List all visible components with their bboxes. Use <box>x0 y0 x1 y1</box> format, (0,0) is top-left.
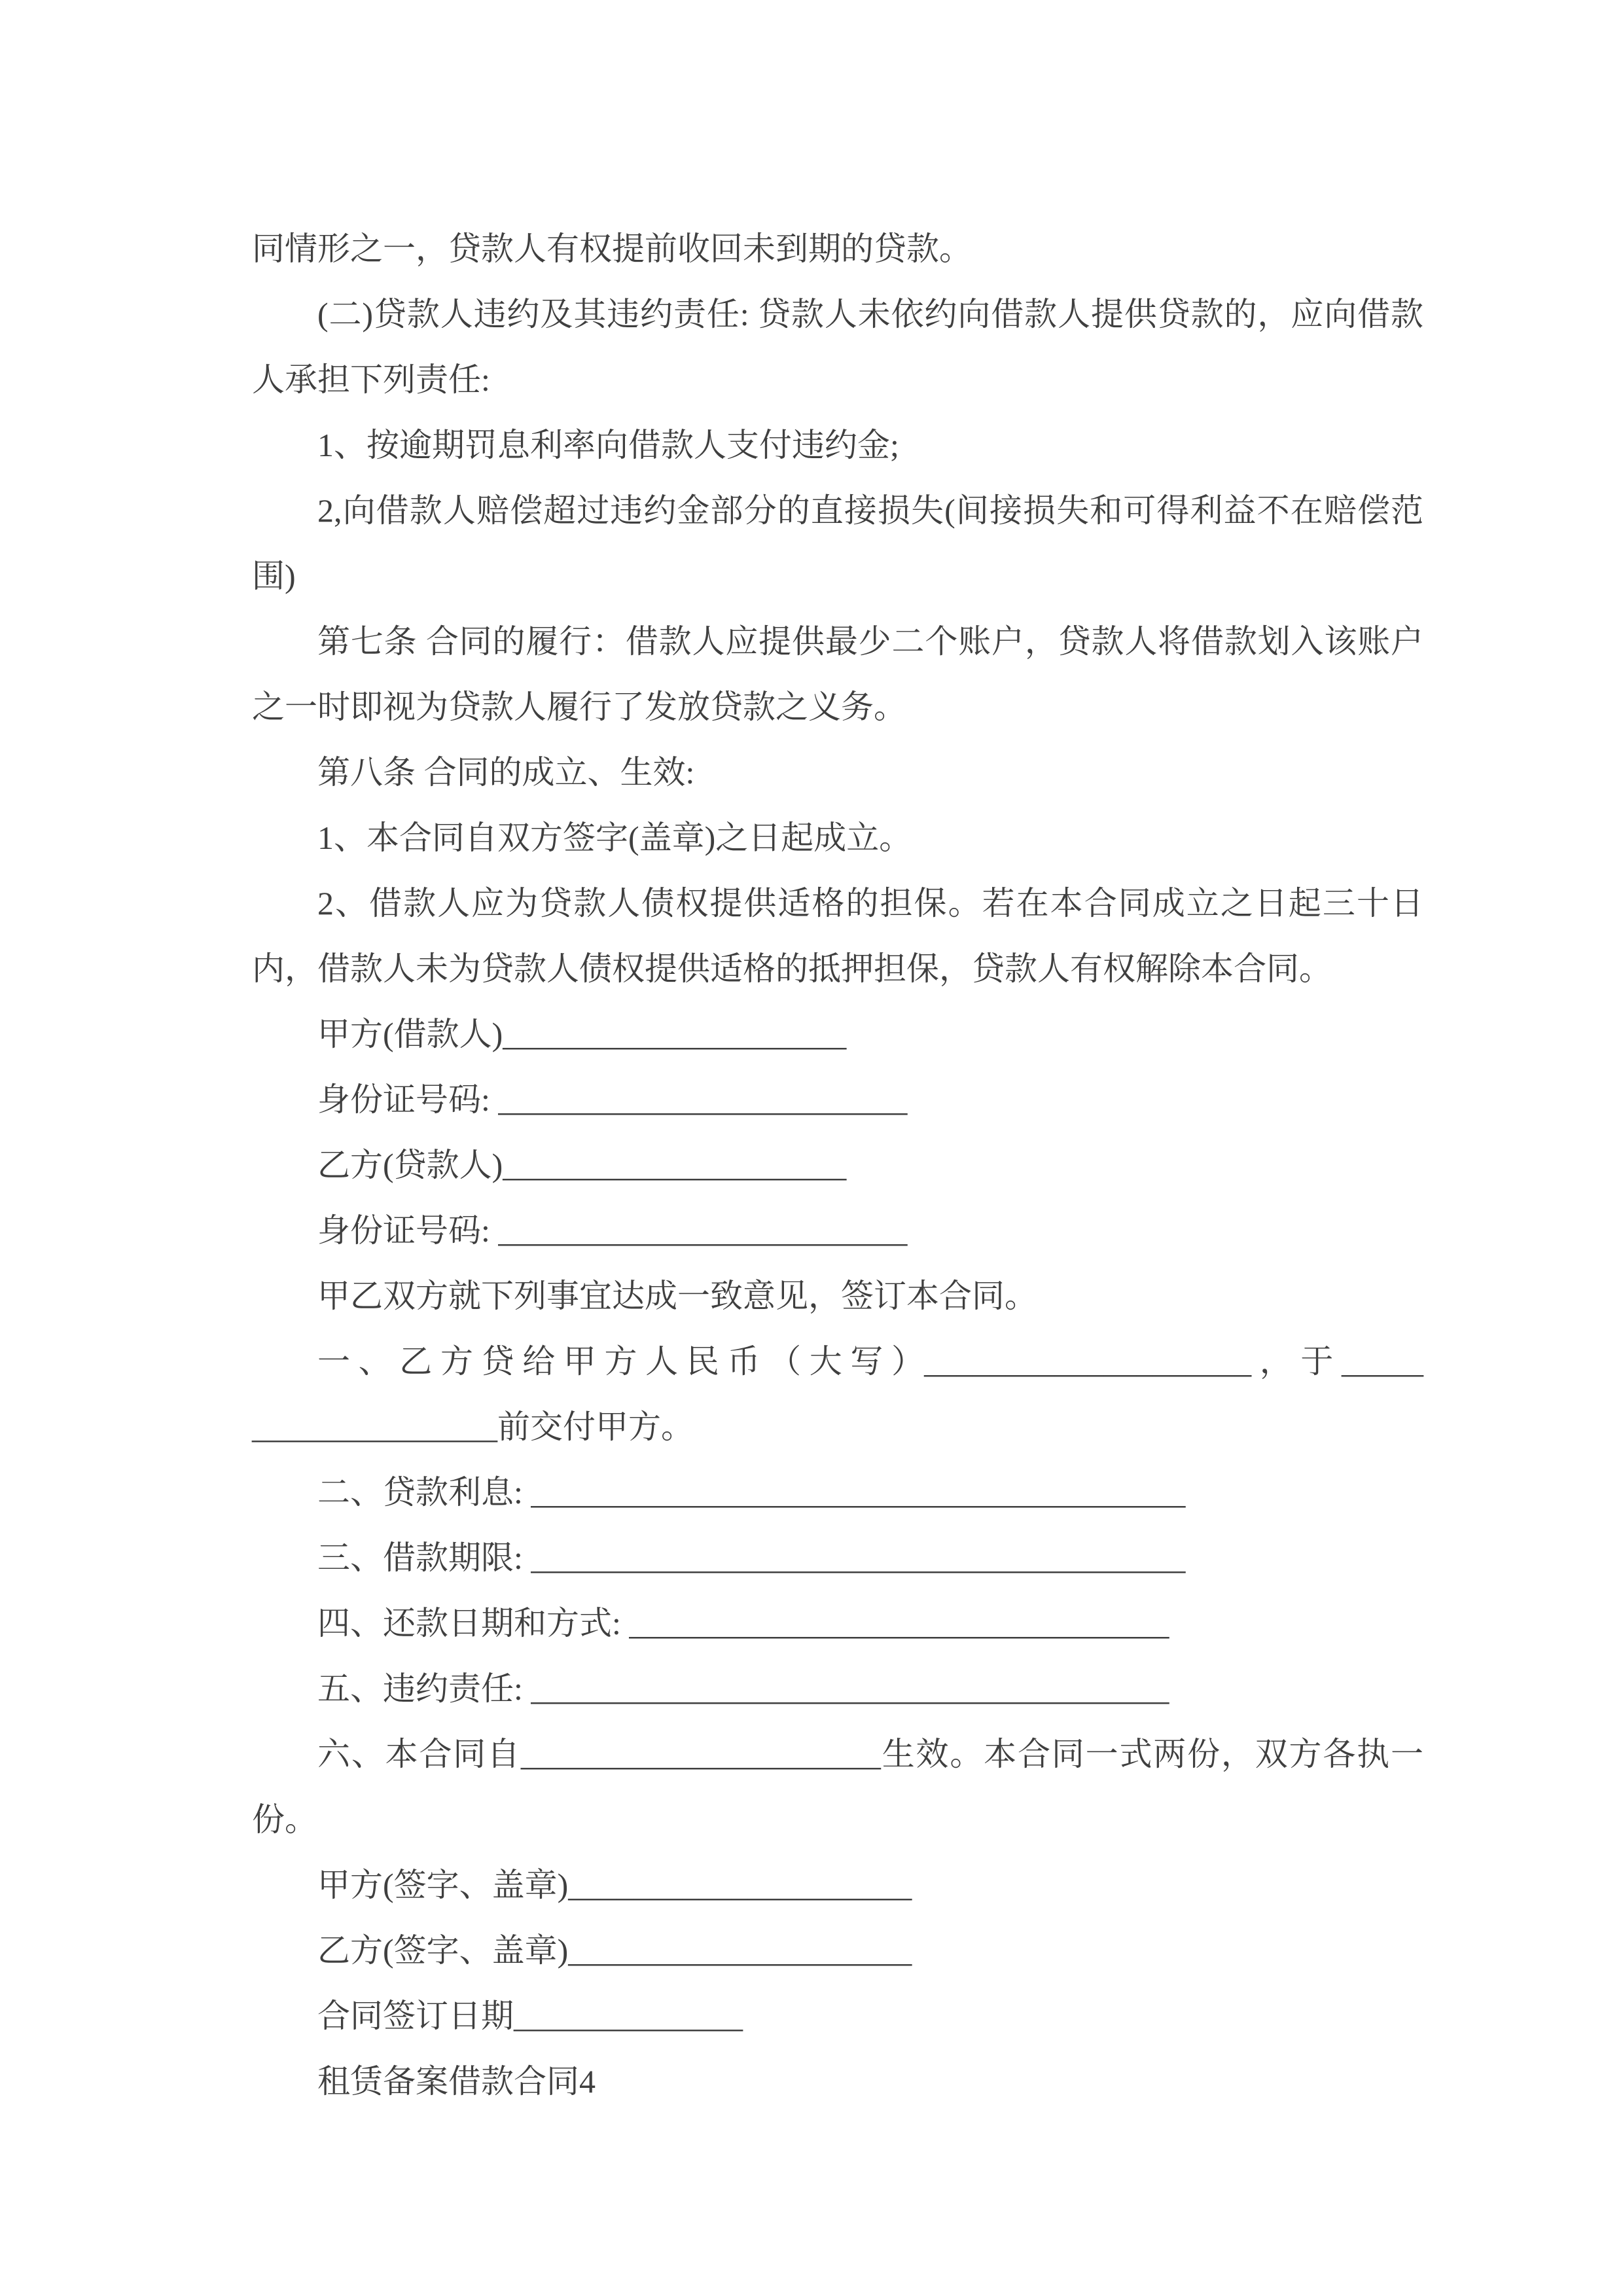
footer-next-contract-label: 租赁备案借款合同4 <box>317 2063 596 2100</box>
clause-5-breach-liability: 五、违约责任: _______________________________________ <box>317 1670 1169 1707</box>
clause-2-loan-interest: 二、贷款利息: ________________________________________ <box>317 1474 1186 1511</box>
signature-party-a: 甲方(签字、盖章)_____________________ <box>317 1867 912 1903</box>
paragraph-article-8: 第八条 合同的成立、生效: <box>317 754 695 791</box>
clause-1-loan-amount: 一 、 乙 方 贷 给 甲 方 人 民 币 （ 大 写 ）____________________ ， 于 ____________________前交付甲方。 <box>252 1343 1423 1445</box>
clause-3-loan-term: 三、借款期限: ________________________________________ <box>317 1539 1186 1576</box>
contract-body <box>252 216 1423 2114</box>
paragraph-continuation: 同情形之一，贷款人有权提前收回未到期的贷款。 <box>252 230 972 267</box>
paragraph-article-8-item-1: 1、本合同自双方签字(盖章)之日起成立。 <box>317 819 912 856</box>
paragraph-breach-item-2: 2,向借款人赔偿超过违约金部分的直接损失(间接损失和可得利益不在赔偿范围) <box>252 492 1423 594</box>
field-party-b-lender: 乙方(贷款人)_____________________ <box>317 1147 847 1183</box>
field-party-a-borrower: 甲方(借款人)_____________________ <box>317 1016 847 1052</box>
signature-party-b: 乙方(签字、盖章)_____________________ <box>317 1932 912 1969</box>
field-party-a-id-number: 身份证号码: _________________________ <box>317 1081 908 1118</box>
paragraph-article-8-item-2: 2、借款人应为贷款人债权提供适格的担保。若在本合同成立之日起三十日内，借款人未为贷款人债权提供适格的抵押担保，贷款人有权解除本合同。 <box>252 885 1423 987</box>
paragraph-lender-breach: (二)贷款人违约及其违约责任: 贷款人未依约向借款人提供贷款的，应向借款人承担下列责任: <box>252 296 1423 398</box>
clause-4-repayment: 四、还款日期和方式: _________________________________ <box>317 1605 1169 1641</box>
paragraph-agreement-intro: 甲乙双方就下列事宜达成一致意见，签订本合同。 <box>317 1278 1037 1314</box>
clause-6-effective-date: 六、本合同自______________________生效。本合同一式两份，双方各执一份。 <box>252 1736 1423 1838</box>
contract-signing-date: 合同签订日期______________ <box>317 1998 743 2034</box>
field-party-b-id-number: 身份证号码: _________________________ <box>317 1212 908 1249</box>
paragraph-article-7: 第七条 合同的履行：借款人应提供最少二个账户，贷款人将借款划入该账户之一时即视为贷款人履行了发放贷款之义务。 <box>252 623 1423 725</box>
paragraph-breach-item-1: 1、按逾期罚息利率向借款人支付违约金; <box>317 427 899 463</box>
